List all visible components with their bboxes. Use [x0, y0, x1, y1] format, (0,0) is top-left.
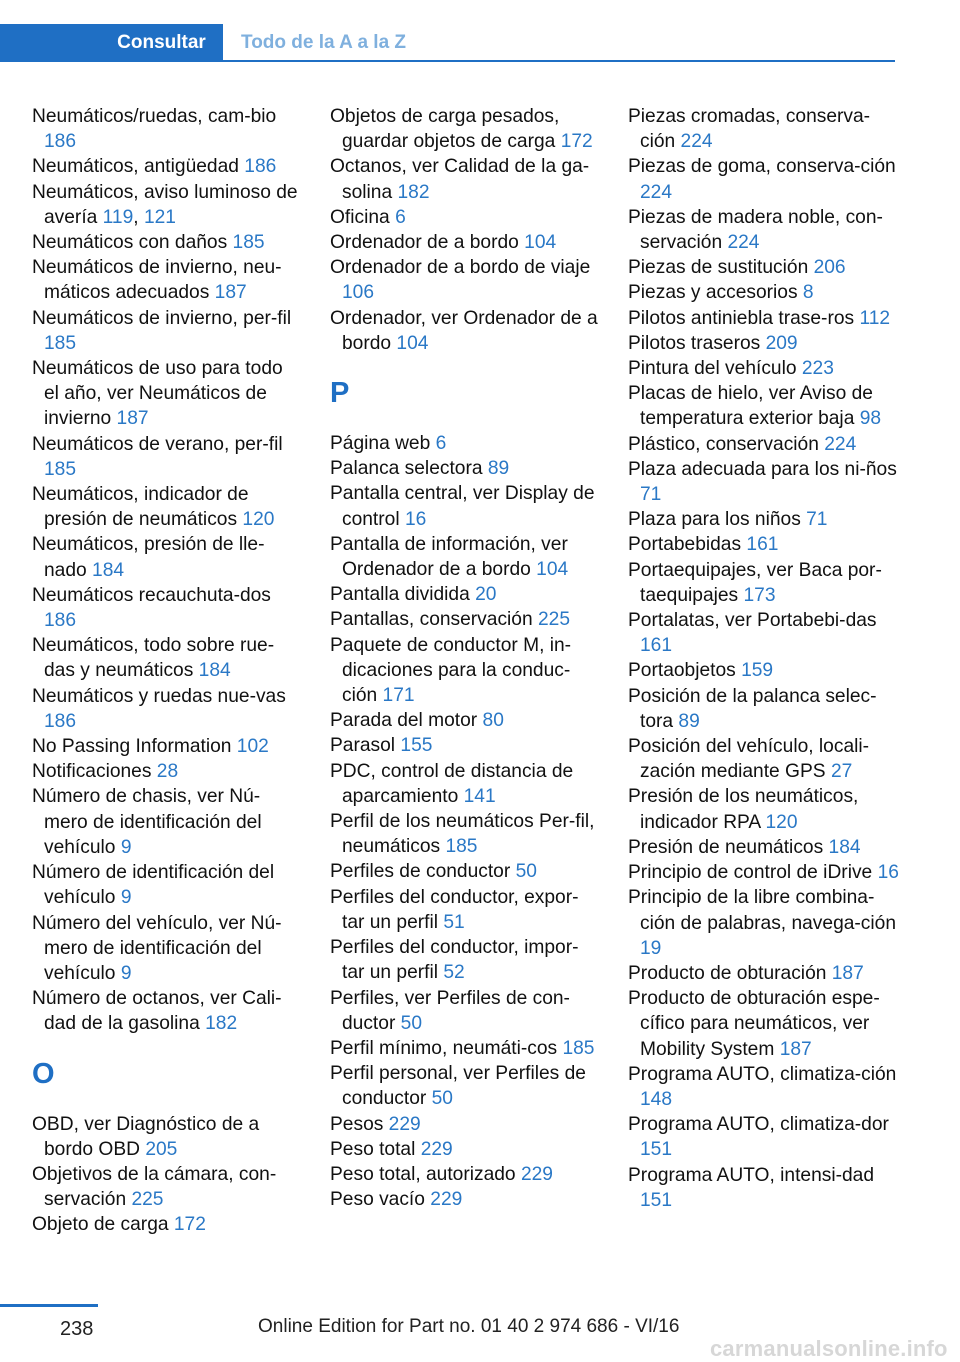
index-entry — [330, 733, 600, 758]
page-link[interactable]: 155 — [400, 735, 433, 757]
page-link[interactable]: 119 — [102, 206, 134, 228]
index-entry-text: Pantalla dividida — [330, 584, 470, 606]
page-number: 238 — [60, 1318, 94, 1340]
page-link[interactable]: 172 — [173, 1214, 206, 1236]
index-entry — [330, 255, 600, 305]
page-link[interactable]: 224 — [680, 131, 713, 153]
page-link[interactable]: 173 — [743, 584, 776, 606]
index-entry-text: Paquete de conductor M, in-dicaciones para la conduc-ción — [330, 634, 572, 707]
page-link[interactable]: 71 — [806, 509, 828, 531]
page-link[interactable]: 209 — [765, 332, 798, 354]
index-entry-text: Pesos — [330, 1113, 384, 1135]
index-entry — [330, 859, 600, 884]
index-entry — [628, 1062, 900, 1112]
page-link[interactable]: 172 — [560, 131, 593, 153]
index-entry-text: Perfiles, ver Perfiles de con-ductor — [330, 987, 570, 1034]
page-link[interactable]: 6 — [395, 206, 406, 228]
index-entry-text: Principio de la libre combina-ción de palabras, navega-ción — [628, 887, 897, 934]
page-link[interactable]: 184 — [828, 836, 861, 858]
page-link[interactable]: 20 — [475, 584, 497, 606]
page-link[interactable]: 89 — [678, 710, 700, 732]
tab-consultar[interactable]: Consultar — [0, 24, 223, 62]
index-entry — [628, 532, 900, 557]
index-entry — [330, 986, 600, 1036]
index-entry — [32, 911, 302, 987]
page-link[interactable]: 112 — [859, 307, 891, 329]
index-entry-text: Octanos, ver Calidad de la ga-solina — [330, 156, 590, 203]
index-entry-text: Portalatas, ver Portabebi-das — [628, 610, 877, 632]
index-entry-text: Plaza para los niños — [628, 509, 801, 531]
page-link[interactable]: 161 — [746, 534, 779, 556]
index-entry — [32, 1112, 302, 1162]
index-entry-text: Posición del vehículo, locali-zación mediante GPS — [628, 736, 870, 783]
index-entry-text: Portaobjetos — [628, 660, 736, 682]
section-letter: P — [330, 377, 350, 410]
index-entry — [330, 306, 600, 356]
page-link[interactable]: 98 — [859, 408, 882, 430]
index-column-1 — [32, 104, 302, 1238]
index-entry — [32, 986, 302, 1036]
index-entry — [32, 230, 302, 255]
page-link[interactable]: 225 — [538, 609, 571, 631]
index-entry-text: Neumáticos y ruedas nue-vas — [32, 685, 286, 707]
index-entry — [32, 583, 302, 633]
index-entry — [628, 104, 900, 154]
index-entry — [330, 205, 600, 230]
index-entry — [628, 154, 900, 204]
page-link[interactable]: 50 — [431, 1088, 453, 1110]
index-entry-text: No Passing Information — [32, 736, 232, 758]
index-entry — [628, 961, 900, 986]
index-entry-text: Piezas cromadas, conserva-ción — [628, 106, 871, 153]
index-entry-text: Perfil mínimo, neumáti-cos — [330, 1037, 558, 1059]
index-entry-text: Neumáticos, indicador de presión de neumáticos — [32, 484, 249, 531]
index-entry-text: Piezas de goma, conserva-ción — [628, 156, 896, 178]
index-entry-text: Plaza adecuada para los ni-ños — [628, 458, 897, 480]
page-link[interactable]: 120 — [242, 509, 275, 531]
index-entry-text: Objetivos de la cámara, con-servación — [32, 1163, 277, 1211]
index-entry-text: Objeto de carga — [32, 1214, 169, 1236]
index-entry-text: Peso total, autorizado — [330, 1163, 516, 1185]
index-entry — [628, 986, 900, 1062]
index-entry — [628, 860, 900, 885]
page-link[interactable]: 187 — [116, 408, 149, 430]
index-entry — [628, 507, 900, 532]
index-entry-text: Peso total — [330, 1138, 416, 1160]
page-link[interactable]: 28 — [156, 761, 179, 783]
index-entry-text: Neumáticos/ruedas, cam-bio — [32, 106, 277, 127]
page-link[interactable]: 151 — [640, 1189, 673, 1211]
page-link[interactable]: 187 — [214, 282, 247, 304]
index-entry — [32, 684, 302, 734]
index-entry-text: Pilotos traseros — [628, 332, 761, 354]
index-entry-text: Portabebidas — [628, 534, 742, 556]
index-entry-text: PDC, control de distancia de aparcamiento — [330, 760, 574, 807]
page-link[interactable]: 225 — [131, 1189, 164, 1211]
page-link[interactable]: 120 — [765, 811, 798, 833]
page-link[interactable]: 185 — [562, 1037, 595, 1059]
page-link[interactable]: 182 — [205, 1013, 238, 1035]
index-entry-text: Número de identificación del vehículo — [32, 862, 275, 909]
page-link[interactable]: 186 — [44, 710, 77, 732]
index-entry-text: Programa AUTO, climatiza-dor — [628, 1114, 889, 1136]
index-entry-text: Pantalla de información, ver Ordenador de a bordo — [330, 533, 568, 581]
page-link[interactable]: 229 — [388, 1113, 421, 1135]
index-entry — [32, 154, 302, 179]
index-entry — [32, 759, 302, 784]
index-entry-text: Presión de los neumáticos, indicador RPA — [628, 786, 859, 833]
index-entry — [330, 885, 600, 935]
index-entry-text: Neumáticos, presión de lle-nado — [32, 534, 265, 581]
index-entry — [330, 1061, 600, 1111]
index-entry-text: Piezas y accesorios — [628, 282, 798, 304]
page-link[interactable]: 229 — [420, 1138, 453, 1160]
page-link[interactable]: 51 — [443, 911, 465, 933]
page-link[interactable]: 121 — [143, 206, 176, 228]
index-entry-text: Posición de la palanca selec-tora — [628, 685, 877, 732]
watermark: carmanualsonline.info — [710, 1336, 948, 1361]
index-entry — [330, 633, 600, 709]
index-entry-text: Palanca selectora — [330, 458, 483, 480]
index-entry — [32, 532, 302, 582]
index-entry-text: Neumáticos, todo sobre rue-das y neumáticos — [32, 635, 275, 682]
index-entry-text: Número del vehículo, ver Nú-mero de identificación del vehículo — [32, 912, 282, 984]
page-link[interactable]: 184 — [198, 660, 231, 682]
index-entry — [330, 431, 600, 456]
page-link[interactable]: 229 — [520, 1163, 553, 1185]
index-entry-text: Número de octanos, ver Cali-dad de la gasolina — [32, 988, 282, 1035]
page-link[interactable]: 104 — [536, 559, 569, 581]
index-entry-text: Portaequipajes, ver Baca por-taequipajes — [628, 559, 882, 606]
index-entry — [330, 1162, 600, 1187]
page-link[interactable]: 89 — [487, 458, 510, 480]
index-entry — [32, 860, 302, 910]
page-link[interactable]: 9 — [120, 962, 132, 984]
page-link[interactable]: 159 — [741, 660, 774, 682]
index-entry-text: Presión de neumáticos — [628, 836, 824, 858]
index-entry — [628, 608, 900, 658]
index-entry — [628, 205, 900, 255]
index-entry — [330, 154, 600, 204]
index-entry — [330, 1137, 600, 1162]
index-entry-text: Producto de obturación espe-cífico para neumáticos, ver Mobility System — [628, 988, 880, 1060]
index-entry — [628, 1163, 900, 1213]
page-link[interactable]: 186 — [44, 131, 77, 153]
index-entry — [330, 935, 600, 985]
page-link[interactable]: 27 — [830, 761, 853, 783]
index-entry-text: Ordenador de a bordo de viaje — [330, 257, 591, 279]
page-link[interactable]: 185 — [44, 332, 77, 354]
index-entry — [628, 784, 900, 834]
index-entry — [628, 1112, 900, 1162]
page-link[interactable]: 8 — [802, 282, 814, 304]
index-entry-text: Producto de obturación — [628, 962, 827, 984]
page-link[interactable]: 141 — [463, 785, 496, 807]
edition-text: Online Edition for Part no. 01 40 2 974 686 - VI/16 — [258, 1316, 680, 1337]
page-link[interactable]: 102 — [236, 736, 269, 758]
page-link[interactable]: 186 — [244, 156, 277, 178]
index-entry-text: Ordenador, ver Ordenador de a bordo — [330, 307, 598, 354]
index-entry-text: Perfiles de conductor — [330, 861, 511, 883]
index-entry-text: Notificaciones — [32, 761, 152, 783]
page-link[interactable]: 206 — [813, 257, 846, 279]
index-entry — [32, 784, 302, 860]
index-entry-text: Piezas de sustitución — [628, 257, 809, 279]
page-link[interactable]: 184 — [92, 559, 125, 581]
page-link[interactable]: 104 — [524, 232, 557, 254]
index-entry — [330, 607, 600, 632]
index-entry — [628, 356, 900, 381]
index-entry — [32, 306, 302, 356]
index-entry — [330, 481, 600, 531]
index-entry-text: Programa AUTO, climatiza-ción — [628, 1063, 897, 1085]
index-entry — [628, 255, 900, 280]
index-entry — [32, 255, 302, 305]
index-entry-text: Pintura del vehículo — [628, 358, 797, 380]
index-entry-text: Neumáticos de verano, per-fil — [32, 433, 283, 455]
index-entry-text: Perfiles del conductor, impor-tar un perfil — [330, 937, 579, 984]
page-link[interactable]: 187 — [831, 962, 864, 984]
page-link[interactable]: 224 — [640, 181, 673, 203]
page-link[interactable]: 9 — [120, 836, 132, 858]
header-bar — [0, 0, 895, 62]
page-link[interactable]: 52 — [443, 962, 465, 984]
index-entry — [330, 809, 600, 859]
index-entry-text: Ordenador de a bordo — [330, 232, 519, 254]
index-entry-text: Plástico, conservación — [628, 433, 819, 455]
page-link[interactable]: 80 — [482, 710, 504, 732]
index-entry-text: Neumáticos, antigüedad — [32, 156, 239, 178]
page-link[interactable]: 16 — [404, 508, 427, 530]
index-entry-text: Neumáticos recauchuta-dos — [32, 584, 271, 606]
index-entry — [32, 734, 302, 759]
index-entry — [330, 230, 600, 255]
index-entry-text: Perfiles del conductor, expor-tar un perfil — [330, 886, 579, 933]
index-entry — [628, 280, 900, 305]
page-link[interactable]: 50 — [515, 861, 537, 883]
index-entry-text: Pilotos antiniebla trase-ros — [628, 307, 855, 329]
index-entry-text: Principio de control de iDrive — [628, 862, 873, 884]
index-entry-text: Programa AUTO, intensi-dad — [628, 1164, 874, 1186]
index-entry-text: OBD, ver Diagnóstico de a bordo OBD — [32, 1113, 260, 1160]
index-entry — [330, 759, 600, 809]
index-entry-text: Piezas de madera noble, con-servación — [628, 206, 883, 254]
page-link[interactable]: 187 — [779, 1038, 812, 1060]
index-entry — [32, 356, 302, 432]
index-entry — [32, 432, 302, 482]
index-entry — [32, 1162, 302, 1212]
index-entry — [32, 104, 302, 154]
index-entry-text: Neumáticos, aviso luminoso de avería — [32, 181, 298, 228]
index-entry-text: Parasol — [330, 735, 396, 757]
page-link[interactable]: 50 — [400, 1012, 423, 1034]
index-entry-text: Neumáticos de invierno, per-fil — [32, 307, 292, 329]
index-entry-text: Placas de hielo, ver Aviso de temperatura exterior baja — [628, 383, 873, 430]
index-entry-text: Perfil de los neumáticos Per-fil, neumáticos — [330, 811, 595, 858]
index-entry-text: Neumáticos con daños — [32, 232, 228, 254]
page-link[interactable]: 205 — [145, 1138, 178, 1160]
index-entry — [330, 708, 600, 733]
index-entry — [628, 432, 900, 457]
index-entry — [628, 734, 900, 784]
page-link[interactable]: 185 — [445, 836, 478, 858]
index-entry-text: Pantalla central, ver Display de control — [330, 483, 595, 530]
index-entry — [628, 835, 900, 860]
page-link[interactable]: 16 — [877, 862, 899, 884]
index-entry — [32, 1212, 302, 1237]
index-entry — [330, 582, 600, 607]
index-entry — [628, 885, 900, 961]
page-link[interactable]: 224 — [824, 433, 857, 455]
index-entry-text: Neumáticos de invierno, neu-máticos adecuados — [32, 257, 282, 304]
index-entry — [330, 1036, 600, 1061]
page-link[interactable]: 161 — [640, 635, 673, 657]
page-link[interactable]: 71 — [640, 484, 662, 506]
index-entry — [330, 532, 600, 582]
index-entry-text: Página web — [330, 433, 431, 455]
page-link[interactable]: 185 — [44, 458, 77, 480]
index-entry — [628, 457, 900, 507]
section-letter: O — [32, 1057, 55, 1090]
header-divider — [0, 60, 895, 62]
index-entry — [32, 633, 302, 683]
index-entry-text: Perfil personal, ver Perfiles de conductor — [330, 1063, 586, 1110]
index-entry — [330, 1112, 600, 1137]
page-link[interactable]: 6 — [435, 433, 447, 455]
index-column-2 — [330, 104, 600, 1212]
page-link[interactable]: 171 — [382, 685, 415, 707]
page-link[interactable]: 148 — [640, 1088, 673, 1110]
page-link[interactable]: 182 — [397, 181, 430, 203]
index-entry-text: Número de chasis, ver Nú-mero de identificación del vehículo — [32, 786, 262, 858]
page-link[interactable]: 9 — [120, 887, 132, 909]
page-link[interactable]: 185 — [232, 232, 265, 254]
page-link[interactable]: 224 — [727, 232, 760, 254]
index-entry — [32, 482, 302, 532]
page-link[interactable]: 151 — [640, 1139, 673, 1161]
index-column-3 — [628, 104, 900, 1213]
index-entry — [628, 684, 900, 734]
page-link[interactable]: 19 — [640, 937, 662, 959]
index-entry — [628, 331, 900, 356]
page-link[interactable]: 106 — [342, 282, 375, 304]
index-entry — [628, 381, 900, 431]
page-link[interactable]: 186 — [44, 610, 77, 632]
page-link[interactable]: 229 — [430, 1189, 463, 1211]
index-entry-text: Parada del motor — [330, 710, 478, 732]
index-entry-text: Peso vacío — [330, 1189, 425, 1211]
index-entry — [628, 558, 900, 608]
page-link[interactable]: 223 — [801, 358, 834, 380]
index-entry: Neumáticos, aviso luminoso de avería 119, 121 — [32, 181, 298, 228]
index-entry — [330, 1187, 600, 1212]
index-entry-text: Objetos de carga pesados, guardar objetos de carga — [330, 106, 560, 153]
index-entry — [330, 456, 600, 481]
page-link[interactable]: 104 — [396, 332, 429, 354]
footer-divider — [0, 1304, 98, 1307]
index-entry-text: Oficina — [330, 206, 390, 228]
index-entry — [330, 104, 600, 154]
index-entry-text: Pantallas, conservación — [330, 609, 533, 631]
tab-todo-de-la-a-a-la-z[interactable]: Todo de la A a la Z — [241, 32, 407, 53]
index-entry — [628, 658, 900, 683]
index-entry — [628, 306, 900, 331]
index-entry-text: Neumáticos de uso para todo el año, ver Neumáticos de invierno — [32, 358, 283, 430]
